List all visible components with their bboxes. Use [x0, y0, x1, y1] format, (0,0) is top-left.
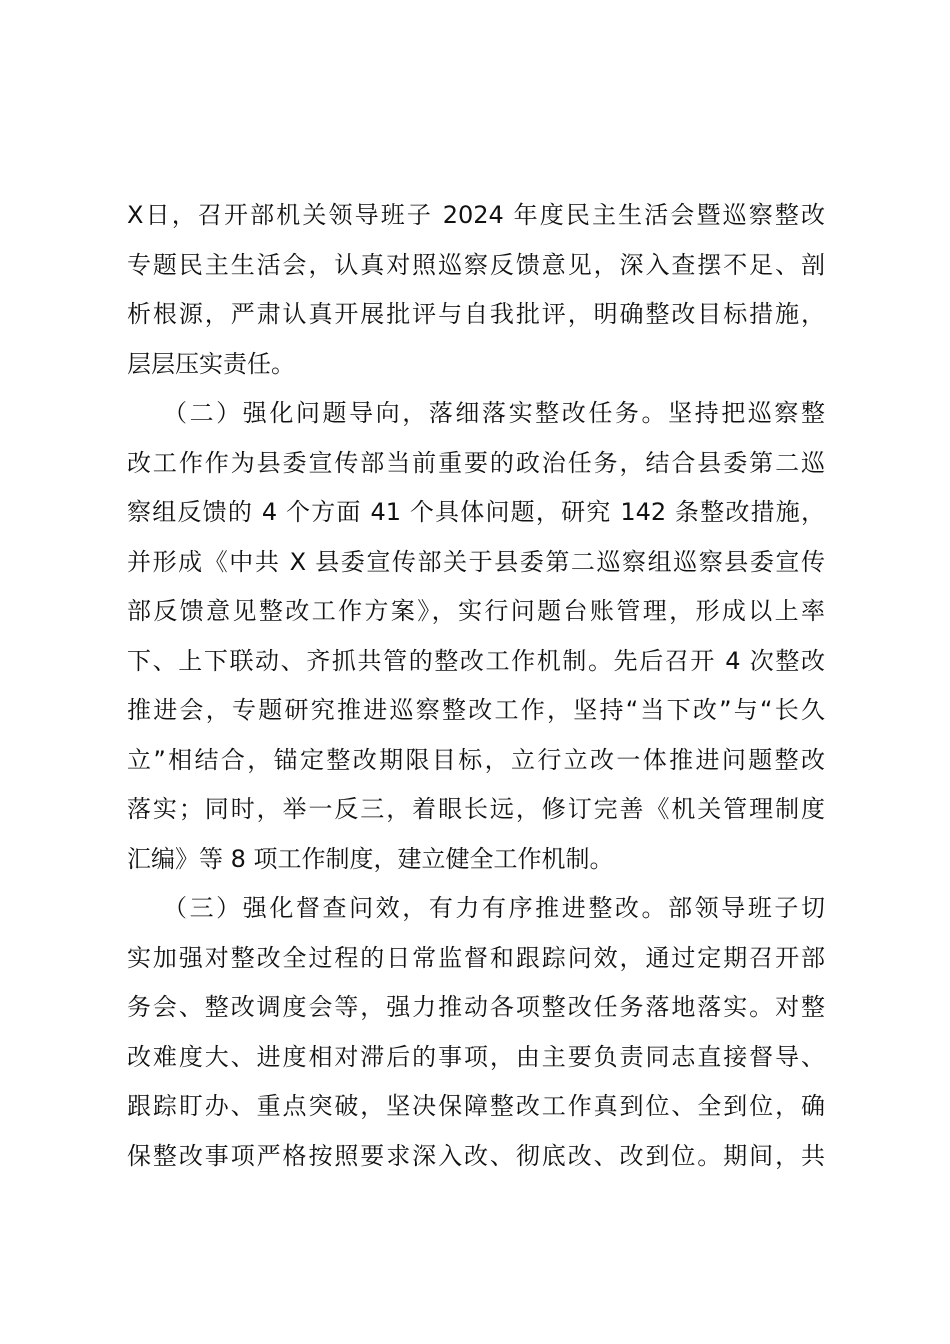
paragraph-line: 部反馈意见整改工作方案》，实行问题台账管理，形成以上率 [127, 597, 825, 625]
paragraph-line: 改工作作为县委宣传部当前重要的政治任务，结合县委第二巡 [127, 448, 825, 477]
paragraph-line: 保整改事项严格按照要求深入改、彻底改、改到位。期间，共 [127, 1141, 825, 1170]
paragraph-line: 跟踪盯办、重点突破，坚决保障整改工作真到位、全到位，确 [127, 1092, 825, 1120]
paragraph-3-section-three [127, 884, 825, 1181]
document-body [127, 191, 825, 1181]
paragraph-2-section-two [127, 389, 825, 884]
paragraph-line: 务会、整改调度会等，强力推动各项整改任务落地落实。对整 [127, 993, 825, 1021]
paragraph-line: 下、上下联动、齐抓共管的整改工作机制。先后召开 4 次整改 [127, 646, 825, 675]
paragraph-line: 改难度大、进度相对滞后的事项，由主要负责同志直接督导、 [127, 1042, 825, 1071]
paragraph-line: 察组反馈的 4 个方面 41 个具体问题，研究 142 条整改措施， [127, 498, 825, 526]
paragraph-line: 汇编》等 8 项工作制度，建立健全工作机制。 [127, 844, 614, 873]
paragraph-line: 实加强对整改全过程的日常监督和跟踪问效，通过定期召开部 [127, 943, 825, 972]
paragraph-1 [127, 191, 825, 389]
section-heading-line: （二）强化问题导向，落细落实整改任务。坚持把巡察整 [163, 399, 825, 427]
paragraph-line: 推进会，专题研究推进巡察整改工作，坚持“当下改”与“长久 [127, 696, 825, 724]
paragraph-line: 层层压实责任。 [127, 349, 295, 378]
paragraph-line: 落实；同时，举一反三，着眼长远，修订完善《机关管理制度 [127, 795, 825, 823]
paragraph-line: 立”相结合，锚定整改期限目标，立行立改一体推进问题整改 [127, 745, 825, 774]
paragraph-line: 并形成《中共 X 县委宣传部关于县委第二巡察组巡察县委宣传 [127, 547, 825, 576]
paragraph-line: X日，召开部机关领导班子 2024 年度民主生活会暨巡察整改 [127, 201, 825, 229]
section-heading-line: （三）强化督查问效，有力有序推进整改。部领导班子切 [163, 894, 825, 922]
paragraph-line: 析根源，严肃认真开展批评与自我批评，明确整改目标措施， [127, 300, 825, 328]
paragraph-line: 专题民主生活会，认真对照巡察反馈意见，深入查摆不足、剖 [127, 250, 825, 279]
